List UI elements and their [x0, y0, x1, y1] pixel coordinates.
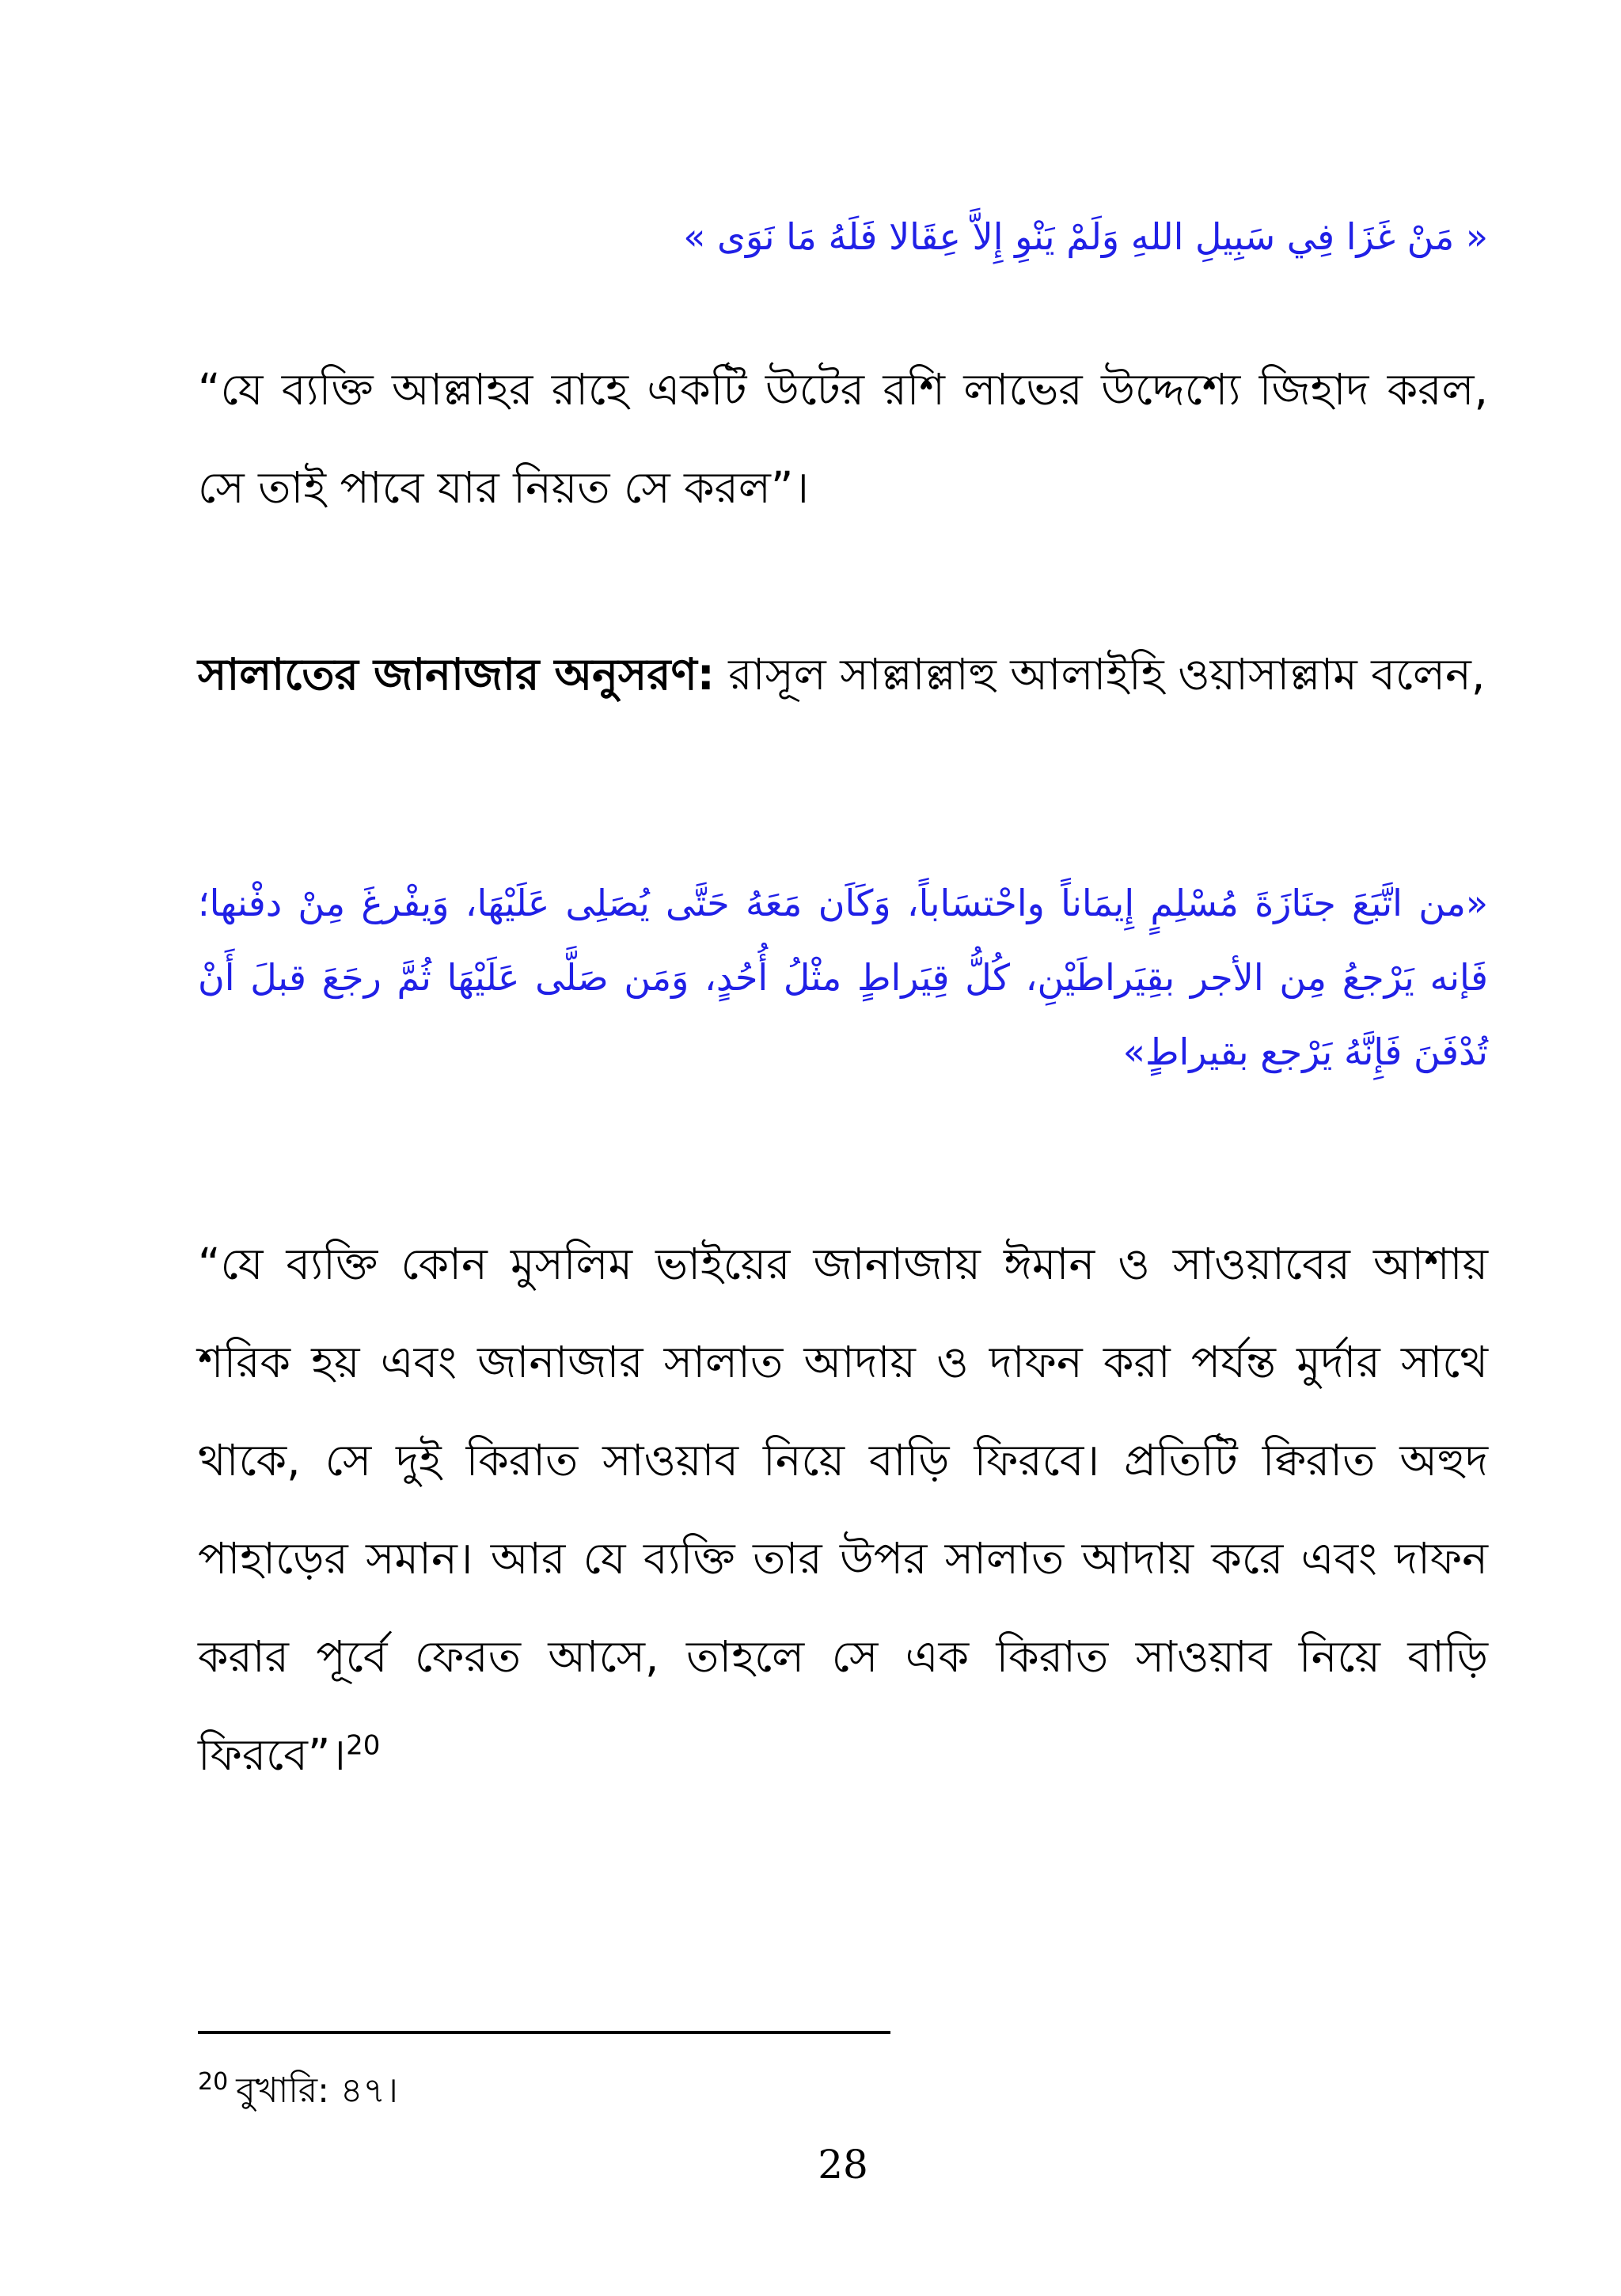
hadith-1-translation: “যে ব্যক্তি আল্লাহর রাহে একটি উটের রশি লাভের উদ্দেশ্যে জিহাদ করল, সে তাই পাবে যার নিয়ত সে করল”। [198, 364, 1488, 513]
footnote-reference[interactable]: 20 [346, 1729, 381, 1762]
section-intro: রাসূল সাল্লাল্লাহু আলাইহি ওয়াসাল্লাম বলেন, [714, 649, 1486, 700]
hadith-2-arabic: «من اتَّبَعَ جنَازَةَ مُسْلِمٍ إِيمَاناً واحْتسَاباً، وَكَاَن مَعَهُ حَتَّى يُصَلِى عَلَيْهَا، وَيفْرغَ مِنْ دفْنها؛ فَإنه يَرْجعُ مِن الأجر بقِيَراطَيْنِ، كُلُّ قِيَراطٍ مثْلُ أُحُدٍ، وَمَن صَلَّى عَلَيْهَا ثُمَّ رجَعَ قبلَ أَنْ تُدْفَنَ فَإِنَّهُ يَرْجع بقيراطٍ» [198, 882, 1488, 1073]
section-paragraph [198, 625, 1488, 723]
footnote-text: বুখারি: ৪৭। [236, 2070, 398, 2111]
hadith-2-paragraph [198, 1215, 1488, 1804]
page-number: 28 [818, 2142, 868, 2188]
hadith-1-arabic: « مَنْ غَزَا فِي سَبِيلِ اللهِ وَلَمْ يَنْوِ إِلاَّ عِقَالا فَلَهُ مَا نَوَى » [683, 215, 1488, 258]
section-heading: সালাতের জানাজার অনুসরণ: [198, 649, 715, 700]
hadith-2-translation: “যে ব্যক্তি কোন মুসলিম ভাইয়ের জানাজায় ঈমান ও সাওয়াবের আশায় শরিক হয় এবং জানাজার সালাত আদায় ও দাফন করা পর্যন্ত মুর্দার সাথে থাকে, সে দুই কিরাত সাওয়াব নিয়ে বাড়ি ফিরবে। প্রতিটি ক্বিরাত অহুদ পাহাড়ের সমান। আর যে ব্যক্তি তার উপর সালাত আদায় করে এবং দাফন করার পূর্বে ফেরত আসে, তাহলে সে এক কিরাত সাওয়াব নিয়ে বাড়ি ফিরবে”। [198, 1239, 1488, 1780]
footnote [198, 2067, 398, 2115]
footnote-separator [198, 2031, 890, 2034]
footnote-number: 20 [198, 2068, 229, 2097]
